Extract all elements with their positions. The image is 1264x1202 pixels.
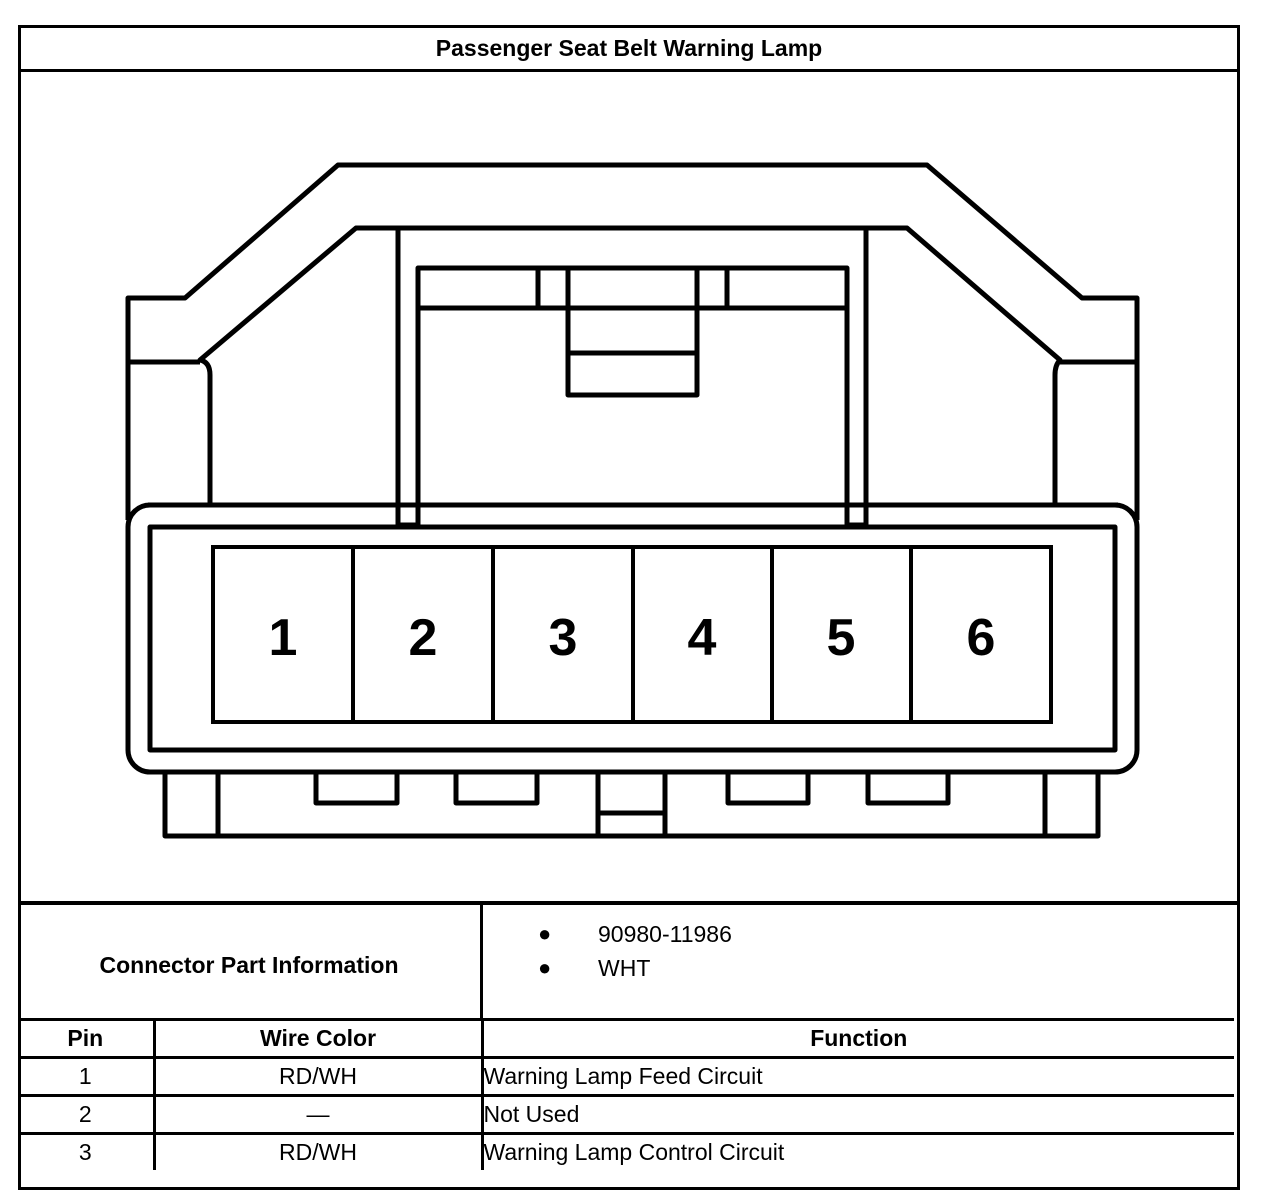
list-item [538, 917, 732, 951]
connector-color: WHT [598, 954, 651, 981]
wire-color-cell: — [154, 1096, 482, 1134]
connector-part-info-label: Connector Part Information [18, 905, 483, 1021]
cavity-4-label: 4 [687, 609, 717, 667]
pin-table-header [18, 1020, 1234, 1058]
pin-table [18, 1018, 1234, 1170]
wire-color-header: Wire Color [154, 1020, 482, 1058]
function-header: Function [482, 1020, 1234, 1058]
pin-cell: 3 [18, 1134, 154, 1171]
list-item [538, 951, 732, 985]
pin-header: Pin [18, 1020, 154, 1058]
page-title: Passenger Seat Belt Warning Lamp [21, 28, 1237, 72]
connector-part-info-row [18, 901, 1240, 1021]
connector-part-info-list [538, 917, 732, 985]
table-row [18, 1058, 1234, 1096]
cavity-5-label: 5 [826, 609, 856, 667]
wire-color-cell: RD/WH [154, 1134, 482, 1171]
function-cell: Warning Lamp Control Circuit [482, 1134, 1234, 1171]
bullet-icon: ● [538, 955, 552, 980]
pin-cell: 1 [18, 1058, 154, 1096]
info-section [18, 25, 1240, 1190]
cavity-2-label: 2 [408, 609, 438, 667]
cavity-6-label: 6 [966, 609, 996, 667]
table-row [18, 1096, 1234, 1134]
bullet-icon: ● [538, 921, 552, 946]
cavity-3-label: 3 [548, 609, 578, 667]
function-cell: Not Used [482, 1096, 1234, 1134]
pin-cell: 2 [18, 1096, 154, 1134]
function-cell: Warning Lamp Feed Circuit [482, 1058, 1234, 1096]
cavity-1-label: 1 [268, 609, 298, 667]
part-number: 90980-11986 [598, 920, 732, 947]
table-row [18, 1134, 1234, 1171]
wire-color-cell: RD/WH [154, 1058, 482, 1096]
